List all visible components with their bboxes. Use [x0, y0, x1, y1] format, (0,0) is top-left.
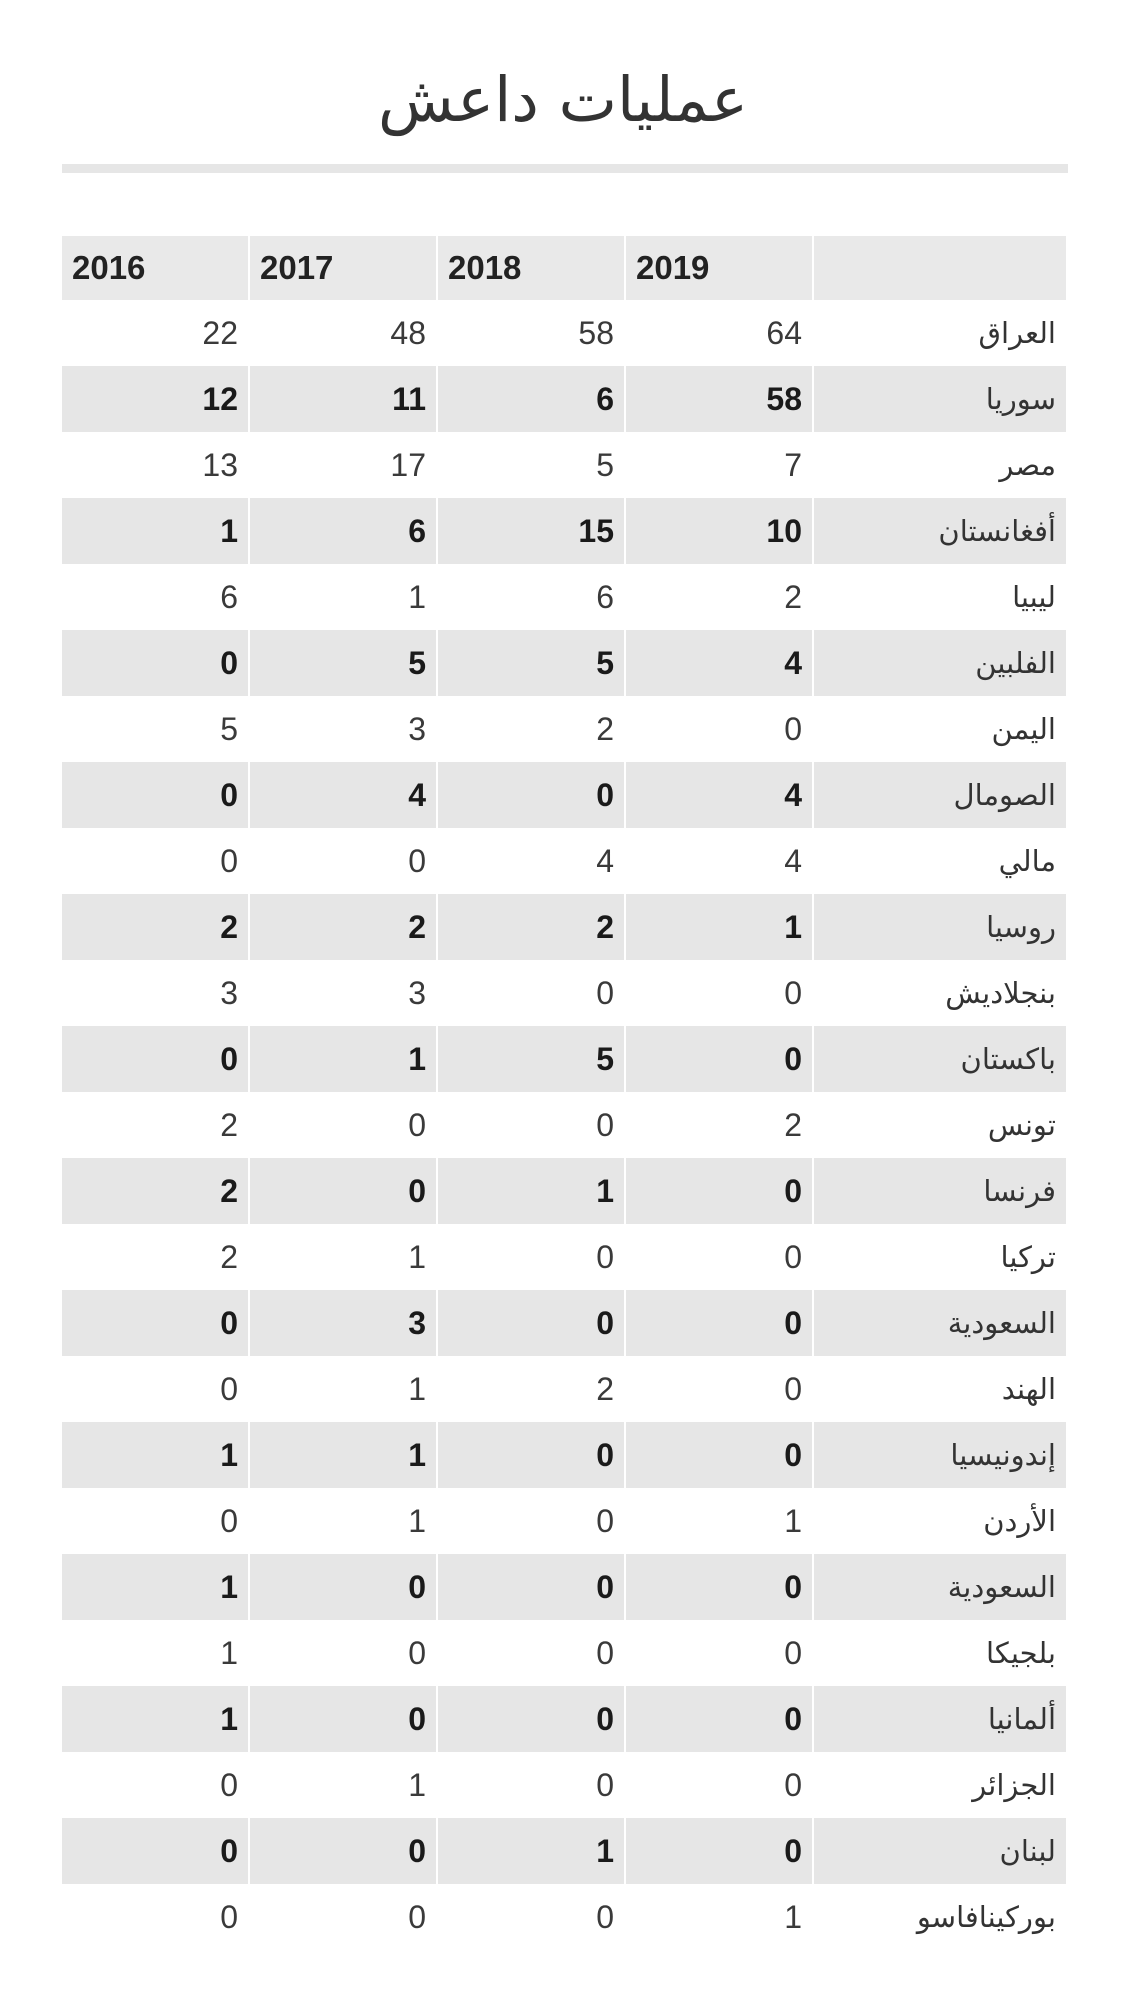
table-row: [62, 1884, 1066, 1950]
value-cell-2017: 0: [408, 1899, 426, 1935]
column-header-country: [814, 236, 1066, 300]
value-cell-2018: 0: [438, 1290, 624, 1356]
value-cell-2018: 0: [438, 762, 624, 828]
operations-table: [62, 236, 1066, 1950]
value-cell-2016: 0: [220, 1767, 238, 1803]
value-cell-2016: 13: [202, 447, 238, 483]
value-cell-2016: 2: [62, 1158, 248, 1224]
value-cell-2018: 0: [596, 1899, 614, 1935]
country-name-cell: بوركينافاسو: [916, 1900, 1056, 1934]
country-name-cell: أفغانستان: [814, 498, 1066, 564]
table-row: [62, 1356, 1066, 1422]
value-cell-2018: 4: [596, 843, 614, 879]
value-cell-2018: 0: [596, 1635, 614, 1671]
title-divider: [62, 164, 1068, 173]
value-cell-2019: 0: [784, 975, 802, 1011]
country-name-cell: باكستان: [814, 1026, 1066, 1092]
value-cell-2019: 0: [626, 1422, 812, 1488]
value-cell-2016: 0: [62, 1818, 248, 1884]
value-cell-2017: 0: [408, 843, 426, 879]
table-row: [62, 300, 1066, 366]
value-cell-2019: 0: [784, 1635, 802, 1671]
value-cell-2017: 0: [250, 1158, 436, 1224]
value-cell-2019: 2: [784, 579, 802, 615]
value-cell-2019: 4: [626, 762, 812, 828]
value-cell-2018: 6: [596, 579, 614, 615]
country-name-cell: الجزائر: [972, 1768, 1056, 1802]
value-cell-2019: 0: [784, 1371, 802, 1407]
column-header-2016: 2016: [62, 236, 248, 300]
value-cell-2016: 5: [220, 711, 238, 747]
country-name-cell: مصر: [999, 448, 1056, 482]
value-cell-2018: 5: [438, 630, 624, 696]
value-cell-2018: 5: [596, 447, 614, 483]
value-cell-2017: 48: [390, 315, 426, 351]
value-cell-2017: 3: [408, 711, 426, 747]
country-name-cell: السعودية: [814, 1554, 1066, 1620]
value-cell-2017: 1: [408, 1767, 426, 1803]
country-name-cell: فرنسا: [814, 1158, 1066, 1224]
value-cell-2017: 17: [390, 447, 426, 483]
value-cell-2016: 0: [220, 1371, 238, 1407]
value-cell-2017: 0: [250, 1686, 436, 1752]
value-cell-2016: 3: [220, 975, 238, 1011]
table-row: [62, 828, 1066, 894]
value-cell-2019: 0: [784, 711, 802, 747]
value-cell-2019: 1: [784, 1503, 802, 1539]
value-cell-2017: 1: [408, 1239, 426, 1275]
value-cell-2018: 1: [438, 1158, 624, 1224]
value-cell-2016: 2: [62, 894, 248, 960]
table-row: [62, 1224, 1066, 1290]
value-cell-2019: 0: [626, 1290, 812, 1356]
table-row: [62, 1026, 1066, 1092]
value-cell-2018: 6: [438, 366, 624, 432]
table-row: [62, 696, 1066, 762]
country-name-cell: الفلبين: [814, 630, 1066, 696]
table-row: [62, 1488, 1066, 1554]
value-cell-2016: 1: [220, 1635, 238, 1671]
value-cell-2018: 0: [596, 1239, 614, 1275]
value-cell-2019: 0: [626, 1686, 812, 1752]
value-cell-2019: 1: [626, 894, 812, 960]
table-row: [62, 1752, 1066, 1818]
value-cell-2018: 0: [438, 1554, 624, 1620]
table-row: [62, 1290, 1066, 1356]
table-row: [62, 960, 1066, 1026]
value-cell-2018: 0: [438, 1422, 624, 1488]
value-cell-2017: 3: [250, 1290, 436, 1356]
value-cell-2017: 2: [250, 894, 436, 960]
value-cell-2019: 0: [626, 1158, 812, 1224]
value-cell-2019: 0: [626, 1818, 812, 1884]
country-name-cell: لبنان: [814, 1818, 1066, 1884]
country-name-cell: روسيا: [814, 894, 1066, 960]
value-cell-2019: 7: [784, 447, 802, 483]
value-cell-2016: 12: [62, 366, 248, 432]
country-name-cell: العراق: [978, 316, 1056, 350]
table-row: [62, 564, 1066, 630]
value-cell-2018: 0: [596, 1767, 614, 1803]
value-cell-2019: 4: [784, 843, 802, 879]
value-cell-2016: 6: [220, 579, 238, 615]
value-cell-2017: 4: [250, 762, 436, 828]
value-cell-2017: 11: [250, 366, 436, 432]
value-cell-2019: 1: [784, 1899, 802, 1935]
column-header-2017: 2017: [250, 236, 436, 300]
value-cell-2018: 15: [438, 498, 624, 564]
value-cell-2016: 1: [62, 498, 248, 564]
table-row: [62, 1620, 1066, 1686]
country-name-cell: الأردن: [983, 1504, 1056, 1538]
country-name-cell: مالي: [998, 844, 1056, 878]
country-name-cell: ألمانيا: [814, 1686, 1066, 1752]
country-name-cell: تركيا: [1000, 1240, 1056, 1274]
value-cell-2018: 1: [438, 1818, 624, 1884]
value-cell-2018: 0: [438, 1686, 624, 1752]
table-row: [62, 1686, 1066, 1752]
value-cell-2018: 2: [596, 1371, 614, 1407]
country-name-cell: السعودية: [814, 1290, 1066, 1356]
value-cell-2018: 2: [438, 894, 624, 960]
country-name-cell: بلجيكا: [986, 1636, 1056, 1670]
country-name-cell: بنجلاديش: [945, 976, 1056, 1010]
country-name-cell: إندونيسيا: [814, 1422, 1066, 1488]
value-cell-2017: 3: [408, 975, 426, 1011]
value-cell-2017: 0: [250, 1554, 436, 1620]
value-cell-2018: 0: [596, 1107, 614, 1143]
value-cell-2017: 1: [250, 1422, 436, 1488]
value-cell-2017: 0: [408, 1107, 426, 1143]
column-header-2018: 2018: [438, 236, 624, 300]
value-cell-2016: 0: [220, 843, 238, 879]
value-cell-2016: 0: [62, 1290, 248, 1356]
value-cell-2017: 1: [408, 1371, 426, 1407]
country-name-cell: الهند: [1001, 1372, 1056, 1406]
country-name-cell: تونس: [987, 1108, 1056, 1142]
country-name-cell: اليمن: [991, 712, 1056, 746]
value-cell-2018: 5: [438, 1026, 624, 1092]
value-cell-2017: 6: [250, 498, 436, 564]
value-cell-2017: 1: [250, 1026, 436, 1092]
table-row: [62, 432, 1066, 498]
value-cell-2016: 2: [220, 1107, 238, 1143]
value-cell-2019: 0: [626, 1554, 812, 1620]
value-cell-2019: 10: [626, 498, 812, 564]
value-cell-2016: 0: [62, 1026, 248, 1092]
value-cell-2016: 2: [220, 1239, 238, 1275]
value-cell-2017: 1: [408, 1503, 426, 1539]
value-cell-2016: 0: [220, 1503, 238, 1539]
value-cell-2017: 5: [250, 630, 436, 696]
country-name-cell: الصومال: [814, 762, 1066, 828]
value-cell-2016: 1: [62, 1422, 248, 1488]
value-cell-2016: 0: [62, 630, 248, 696]
table-row: [62, 1092, 1066, 1158]
table-row: [62, 1554, 1066, 1620]
value-cell-2019: 0: [784, 1239, 802, 1275]
value-cell-2019: 2: [784, 1107, 802, 1143]
value-cell-2018: 58: [578, 315, 614, 351]
value-cell-2016: 0: [220, 1899, 238, 1935]
country-name-cell: سوريا: [814, 366, 1066, 432]
value-cell-2018: 2: [596, 711, 614, 747]
table-row: [62, 762, 1066, 828]
value-cell-2016: 1: [62, 1554, 248, 1620]
table-row: [62, 498, 1066, 564]
value-cell-2016: 1: [62, 1686, 248, 1752]
table-row: [62, 894, 1066, 960]
value-cell-2019: 64: [766, 315, 802, 351]
table-row: [62, 1818, 1066, 1884]
country-name-cell: ليبيا: [1012, 580, 1056, 614]
table-row: [62, 1422, 1066, 1488]
value-cell-2017: 0: [408, 1635, 426, 1671]
value-cell-2019: 58: [626, 366, 812, 432]
value-cell-2019: 0: [626, 1026, 812, 1092]
value-cell-2016: 22: [202, 315, 238, 351]
table-row: [62, 630, 1066, 696]
column-header-2019: 2019: [626, 236, 812, 300]
value-cell-2017: 0: [250, 1818, 436, 1884]
value-cell-2018: 0: [596, 975, 614, 1011]
page-title: عمليات داعش: [378, 63, 748, 136]
table-row: [62, 366, 1066, 432]
value-cell-2019: 0: [784, 1767, 802, 1803]
value-cell-2017: 1: [408, 579, 426, 615]
value-cell-2018: 0: [596, 1503, 614, 1539]
table-header-row: [62, 236, 1066, 300]
value-cell-2016: 0: [62, 762, 248, 828]
table-row: [62, 1158, 1066, 1224]
value-cell-2019: 4: [626, 630, 812, 696]
